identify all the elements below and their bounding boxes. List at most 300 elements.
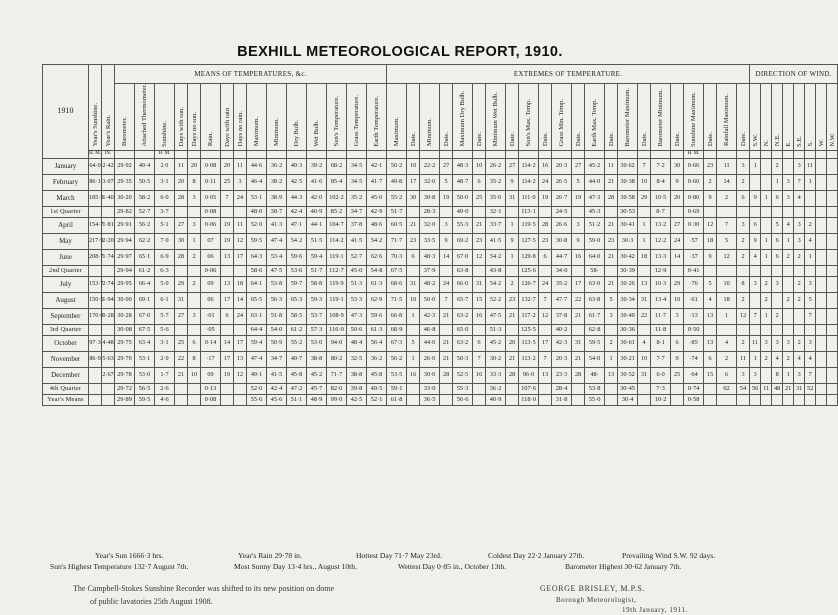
table-cell: 48·9: [307, 394, 327, 405]
table-cell: 1: [407, 351, 420, 367]
table-cell: 7: [221, 190, 234, 206]
unit-cell: [638, 150, 651, 158]
table-cell: 45·3: [585, 206, 605, 217]
table-cell: 20: [506, 335, 519, 351]
table-cell: 28: [539, 217, 552, 233]
table-cell: [89, 265, 102, 276]
table-cell: 3: [750, 367, 761, 383]
table-cell: 28: [506, 367, 519, 383]
table-cell: 113·1: [519, 206, 539, 217]
table-cell: 9: [671, 174, 684, 190]
table-cell: 10: [407, 158, 420, 174]
table-cell: 64·0: [585, 249, 605, 265]
col-header: [618, 84, 638, 151]
table-cell: 26·0: [420, 351, 440, 367]
table-cell: [827, 233, 838, 249]
table-cell: 60·5: [387, 217, 407, 233]
table-cell: 63·4: [135, 335, 155, 351]
table-cell: [827, 394, 838, 405]
table-cell: 17: [221, 351, 234, 367]
table-cell: 22: [572, 292, 585, 308]
table-cell: 33·5: [420, 233, 440, 249]
table-cell: 71·7: [387, 233, 407, 249]
table-cell: 09: [201, 367, 221, 383]
table-cell: [750, 206, 761, 217]
col-header: [367, 84, 387, 151]
summary-year-sun: Year's Sun 1666·3 hrs.: [95, 551, 164, 560]
table-cell: 6·1: [155, 292, 175, 308]
table-cell: [737, 265, 750, 276]
table-cell: 2: [783, 292, 794, 308]
table-cell: 2: [737, 335, 750, 351]
unit-cell: [618, 150, 638, 158]
table-cell: 5·0: [155, 276, 175, 292]
table-cell: [783, 265, 794, 276]
table-cell: [539, 394, 552, 405]
table-cell: 56·2: [135, 217, 155, 233]
summary-coldest-day: Coldest Day 22·2 January 27th.: [488, 551, 585, 560]
table-cell: [737, 324, 750, 335]
table-cell: 7: [539, 292, 552, 308]
table-cell: 29·78: [115, 367, 135, 383]
table-cell: 37·8: [347, 217, 367, 233]
table-cell: 26·7: [552, 190, 572, 206]
table-cell: [737, 394, 750, 405]
table-cell: 48·: [585, 367, 605, 383]
table-cell: [539, 383, 552, 394]
table-cell: 41·7: [367, 174, 387, 190]
table-cell: 132·7: [519, 292, 539, 308]
table-cell: 65·3: [287, 292, 307, 308]
table-cell: 16: [473, 308, 486, 324]
table-cell: 5: [772, 217, 783, 233]
col-header: [89, 65, 102, 151]
table-cell: 8·7: [651, 206, 671, 217]
table-cell: 5·7: [155, 308, 175, 324]
col-header-label: Year's Sunshine.: [91, 103, 99, 147]
table-cell: 1: [772, 174, 783, 190]
table-cell: 47·4: [267, 233, 287, 249]
table-cell: 12·9: [651, 265, 671, 276]
table-cell: [506, 324, 519, 335]
table-cell: 35·2: [552, 276, 572, 292]
table-cell: 61·2: [287, 324, 307, 335]
table-cell: 24: [234, 190, 247, 206]
table-cell: [816, 367, 827, 383]
table-cell: 51·5: [307, 233, 327, 249]
table-cell: 23: [704, 158, 717, 174]
table-cell: 51·3: [347, 276, 367, 292]
table-cell: 10: [473, 158, 486, 174]
table-cell: 27: [440, 158, 453, 174]
table-cell: 55·3: [453, 383, 473, 394]
table-cell: 24: [671, 233, 684, 249]
table-cell: [473, 206, 486, 217]
table-cell: 8: [737, 276, 750, 292]
row-label: April: [43, 217, 89, 233]
table-cell: [772, 324, 783, 335]
col-header: [327, 84, 347, 151]
col-header: [651, 84, 671, 151]
extremes-group-header: EXTREMES OF TEMPERATURE.: [387, 65, 750, 84]
table-cell: 0·50: [684, 324, 704, 335]
table-cell: [638, 324, 651, 335]
table-cell: 2: [794, 276, 805, 292]
table-cell: 3: [737, 158, 750, 174]
unit-cell: [671, 150, 684, 158]
table-cell: [221, 394, 234, 405]
table-cell: 94·0: [327, 335, 347, 351]
unit-cell: H. M.: [155, 150, 175, 158]
table-cell: [772, 265, 783, 276]
table-cell: 30·00: [115, 292, 135, 308]
row-label: February: [43, 174, 89, 190]
table-cell: 22: [638, 308, 651, 324]
table-cell: 3·1: [155, 335, 175, 351]
table-cell: 12: [737, 308, 750, 324]
table-cell: 1: [638, 217, 651, 233]
table-cell: 29·94: [115, 265, 135, 276]
table-cell: 67·5: [135, 324, 155, 335]
section-row: [43, 324, 838, 335]
table-cell: 06: [201, 292, 221, 308]
table-cell: 52·1: [367, 394, 387, 405]
col-header: [201, 84, 221, 151]
table-cell: 23: [506, 292, 519, 308]
table-cell: 51·7: [387, 206, 407, 217]
table-cell: [188, 265, 201, 276]
table-cell: 6: [188, 335, 201, 351]
table-cell: 63·2: [453, 335, 473, 351]
table-cell: 34·5: [347, 174, 367, 190]
table-cell: [772, 292, 783, 308]
col-header-label: Maximum Dry Bulb.: [459, 91, 467, 147]
table-cell: 64·3: [247, 249, 267, 265]
wind-group-header: DIRECTION OF WIND.: [750, 65, 838, 84]
table-cell: [816, 217, 827, 233]
col-header-label: Attached Thermometer.: [141, 84, 148, 147]
table-cell: [816, 351, 827, 367]
table-cell: [506, 265, 519, 276]
table-cell: 53·5: [387, 367, 407, 383]
table-cell: [750, 265, 761, 276]
table-cell: [761, 265, 772, 276]
unit-cell: [473, 150, 486, 158]
table-cell: 21: [605, 174, 618, 190]
table-cell: 63·0: [585, 276, 605, 292]
table-cell: 19: [221, 233, 234, 249]
unit-row: [43, 150, 838, 158]
table-cell: 62·9: [367, 292, 387, 308]
summary-sun-highest: Sun's Highest Temperature 132·7 August 7th.: [50, 562, 189, 571]
table-cell: 51·1: [287, 394, 307, 405]
table-cell: [827, 265, 838, 276]
summary-prevailing-wind: Prevailing Wind S.W. 92 days.: [622, 551, 716, 560]
table-cell: 8: [772, 367, 783, 383]
table-cell: 55·2: [287, 335, 307, 351]
table-cell: [638, 265, 651, 276]
col-header-label: Date.: [541, 132, 549, 147]
table-cell: 68·6: [387, 276, 407, 292]
table-cell: 49·0: [453, 206, 473, 217]
table-cell: [794, 206, 805, 217]
table-cell: 17: [539, 335, 552, 351]
table-cell: 208·7: [89, 249, 102, 265]
table-row: [43, 276, 838, 292]
table-cell: ·57: [684, 233, 704, 249]
col-header-label: Minimum.: [426, 118, 434, 147]
table-cell: [761, 324, 772, 335]
table-cell: 8·4: [651, 174, 671, 190]
unit-cell: [772, 150, 783, 158]
table-cell: 9: [440, 233, 453, 249]
table-cell: 48·3: [420, 249, 440, 265]
table-cell: 34·7: [347, 206, 367, 217]
table-cell: 65·7: [453, 292, 473, 308]
table-cell: 108·9: [327, 308, 347, 324]
table-cell: 62·2: [135, 233, 155, 249]
table-cell: [816, 335, 827, 351]
table-cell: 49·8: [387, 174, 407, 190]
table-cell: 21: [440, 308, 453, 324]
table-cell: 6: [671, 335, 684, 351]
table-cell: 68·2: [327, 158, 347, 174]
table-cell: [816, 158, 827, 174]
table-row: [43, 174, 838, 190]
row-label: May: [43, 233, 89, 249]
table-cell: 37·8: [552, 308, 572, 324]
col-header: [188, 84, 201, 151]
table-cell: 17: [221, 292, 234, 308]
unit-cell: [486, 150, 506, 158]
col-header-label: Earth Temperature.: [373, 95, 381, 147]
table-cell: 9: [506, 233, 519, 249]
table-cell: [102, 383, 115, 394]
table-cell: [234, 383, 247, 394]
table-cell: 11: [737, 351, 750, 367]
unit-cell: [347, 150, 367, 158]
table-cell: 2: [737, 174, 750, 190]
col-header: [387, 84, 407, 151]
table-cell: 12: [234, 367, 247, 383]
table-cell: 4·6: [155, 394, 175, 405]
table-cell: 52: [805, 383, 816, 394]
table-cell: 26·2: [486, 158, 506, 174]
table-cell: [407, 265, 420, 276]
col-header-label: Rain.: [207, 132, 214, 147]
col-header-label: Year's Rain.: [104, 114, 112, 147]
table-cell: 61·8: [387, 394, 407, 405]
table-cell: ·05: [201, 324, 221, 335]
table-cell: 3: [761, 335, 772, 351]
table-cell: 23: [539, 233, 552, 249]
table-cell: 1·81: [102, 217, 115, 233]
table-cell: 0·66: [684, 158, 704, 174]
table-cell: 70·3: [387, 249, 407, 265]
table-cell: 18: [234, 276, 247, 292]
table-cell: 8: [188, 174, 201, 190]
table-cell: [89, 383, 102, 394]
table-cell: 45·8: [287, 367, 307, 383]
unit-cell: IN.: [102, 150, 115, 158]
table-cell: 29·75: [115, 335, 135, 351]
table-cell: 4: [717, 335, 737, 351]
table-cell: 27: [506, 158, 519, 174]
table-cell: 15: [704, 367, 717, 383]
table-cell: 23: [473, 233, 486, 249]
table-cell: 3: [234, 174, 247, 190]
table-cell: 59·6: [287, 249, 307, 265]
table-cell: 6: [473, 335, 486, 351]
table-cell: 44·0: [585, 174, 605, 190]
table-cell: 30: [407, 190, 420, 206]
table-cell: 47·7: [552, 292, 572, 308]
table-cell: [473, 383, 486, 394]
table-cell: 57·3: [307, 324, 327, 335]
col-header-label: Wet Bulb.: [313, 119, 320, 147]
signature-name: GEORGE BRISLEY, M.P.S.: [540, 584, 646, 593]
table-cell: 24: [539, 174, 552, 190]
table-cell: [827, 206, 838, 217]
table-cell: 3: [605, 308, 618, 324]
table-cell: 2: [188, 249, 201, 265]
table-cell: 19: [572, 190, 585, 206]
table-cell: 42·3: [552, 335, 572, 351]
table-cell: ·74: [684, 351, 704, 367]
table-cell: 1: [506, 217, 519, 233]
table-cell: 59·1: [387, 383, 407, 394]
table-cell: 11·7: [651, 308, 671, 324]
table-cell: 65·1: [135, 249, 155, 265]
table-cell: 13·4: [651, 292, 671, 308]
table-cell: 64·4: [247, 324, 267, 335]
table-cell: 30·0: [420, 367, 440, 383]
table-cell: 3: [783, 190, 794, 206]
row-label: September: [43, 308, 89, 324]
table-cell: 2: [794, 249, 805, 265]
table-cell: 3: [783, 174, 794, 190]
table-cell: [761, 174, 772, 190]
table-cell: 36·5: [420, 394, 440, 405]
table-cell: [717, 394, 737, 405]
table-cell: 66·0: [453, 276, 473, 292]
col-header: [585, 84, 605, 151]
table-cell: 40·3: [287, 158, 307, 174]
table-cell: 11·8: [651, 324, 671, 335]
table-cell: 11: [805, 158, 816, 174]
table-cell: 14: [234, 292, 247, 308]
table-cell: 117·2: [519, 308, 539, 324]
table-cell: 21: [605, 217, 618, 233]
table-cell: 30·8: [420, 190, 440, 206]
table-cell: 10: [188, 367, 201, 383]
table-cell: 51·8: [267, 308, 287, 324]
table-cell: 45·8: [367, 367, 387, 383]
unit-cell: [585, 150, 605, 158]
table-cell: 5: [572, 174, 585, 190]
table-row: [43, 335, 838, 351]
table-cell: [539, 324, 552, 335]
table-cell: [407, 383, 420, 394]
table-cell: 125·6: [519, 265, 539, 276]
table-cell: 52·0: [247, 383, 267, 394]
table-cell: 7·0: [155, 233, 175, 249]
table-cell: 2: [794, 335, 805, 351]
table-cell: 53·1: [135, 351, 155, 367]
table-cell: 29·82: [115, 206, 135, 217]
table-cell: 63·1: [247, 308, 267, 324]
table-cell: 58·8: [307, 276, 327, 292]
unit-cell: [816, 150, 827, 158]
col-header: [221, 84, 234, 151]
table-cell: 0·05: [201, 190, 221, 206]
table-cell: 8·1: [651, 335, 671, 351]
table-cell: 40·9: [486, 394, 506, 405]
table-cell: 56·2: [387, 351, 407, 367]
table-cell: 6: [473, 174, 486, 190]
table-cell: 44·7: [552, 249, 572, 265]
table-cell: [572, 206, 585, 217]
table-cell: 12·2: [651, 233, 671, 249]
table-cell: 62·8: [585, 324, 605, 335]
table-cell: 30·62: [618, 158, 638, 174]
table-cell: ·13: [684, 308, 704, 324]
table-cell: [440, 383, 453, 394]
table-cell: 1: [407, 308, 420, 324]
col-header-label: Sun's Max. Temp.: [525, 99, 533, 147]
row-label: November: [43, 351, 89, 367]
table-cell: 40·2: [552, 324, 572, 335]
table-cell: 29·35: [115, 174, 135, 190]
table-cell: 28: [440, 367, 453, 383]
table-cell: 3: [783, 335, 794, 351]
table-cell: 42·0: [307, 190, 327, 206]
table-cell: 3: [188, 308, 201, 324]
table-cell: 30·3: [618, 233, 638, 249]
table-cell: 3: [572, 217, 585, 233]
col-header: [704, 84, 717, 151]
col-header-label: Barometer.: [121, 117, 128, 147]
table-cell: 21: [605, 276, 618, 292]
table-cell: 33·7: [486, 217, 506, 233]
table-cell: 27: [175, 308, 188, 324]
table-cell: 32·5: [347, 351, 367, 367]
table-cell: [717, 324, 737, 335]
table-row: [43, 308, 838, 324]
col-header: [347, 84, 367, 151]
unit-cell: [750, 150, 761, 158]
table-cell: 64·0: [89, 158, 102, 174]
table-cell: [805, 265, 816, 276]
table-cell: 113·5: [519, 335, 539, 351]
table-cell: 66·4: [135, 276, 155, 292]
table-cell: 13: [638, 276, 651, 292]
table-cell: 1: [761, 249, 772, 265]
table-cell: 6·0: [651, 367, 671, 383]
table-cell: 47·1: [287, 217, 307, 233]
col-header: [473, 84, 486, 151]
table-cell: 24: [539, 276, 552, 292]
table-cell: 4: [805, 351, 816, 367]
table-cell: [407, 206, 420, 217]
table-cell: 38·8: [307, 351, 327, 367]
col-header: [827, 84, 838, 151]
table-cell: 7: [440, 292, 453, 308]
summary-hottest-day: Hottest Day 71·7 May 23rd.: [356, 551, 442, 560]
table-row: [43, 249, 838, 265]
unit-cell: [453, 150, 473, 158]
table-row: [43, 158, 838, 174]
